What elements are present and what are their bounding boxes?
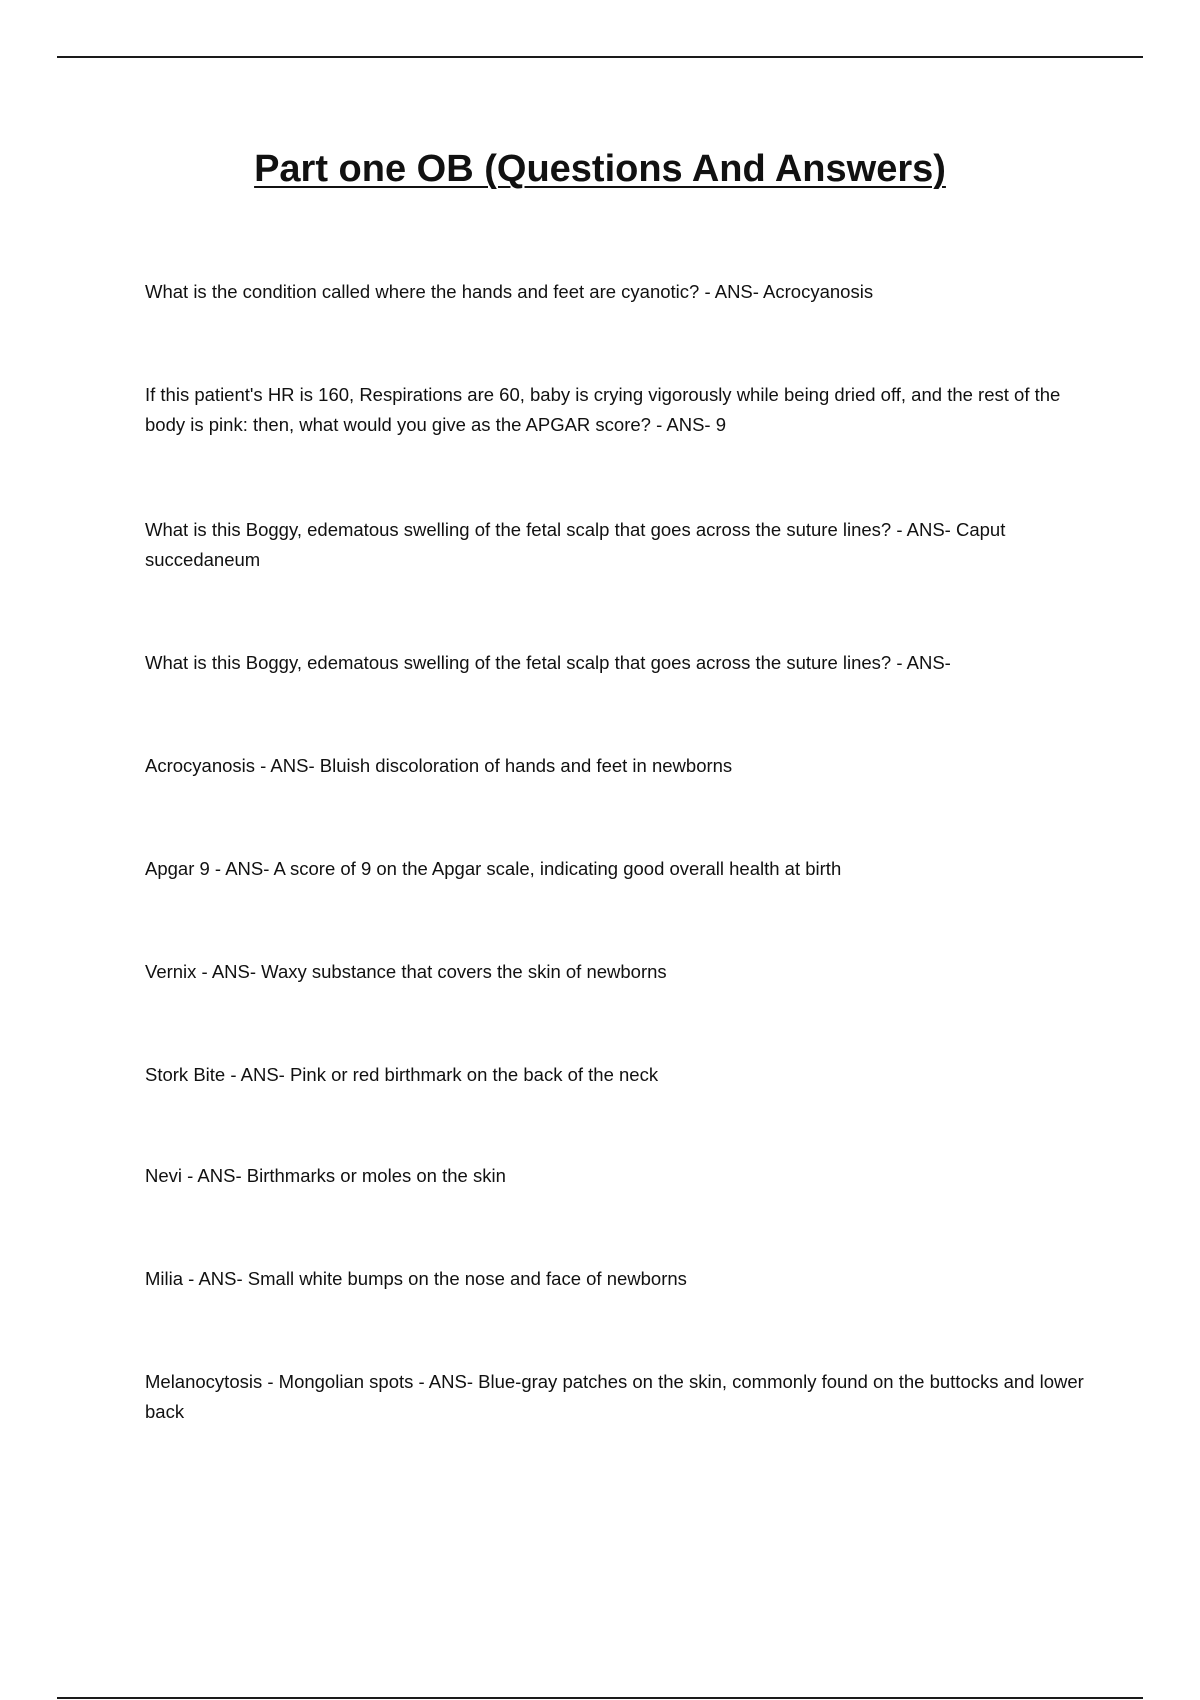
qa-entry-stork-bite-term: Stork Bite - ANS- Pink or red birthmark on the back of the neck [145, 1064, 659, 1085]
bottom-rule [57, 1697, 1143, 1699]
qa-entry-acrocyanosis-term: Acrocyanosis - ANS- Bluish discoloration of hands and feet in newborns [145, 755, 733, 776]
qa-entry-caput-question-repeat: What is this Boggy, edematous swelling of the fetal scalp that goes across the suture lines? - ANS- [145, 652, 951, 673]
qa-entry-milia-term: Milia - ANS- Small white bumps on the nose and face of newborns [145, 1268, 687, 1289]
page-title: Part one OB (Questions And Answers) [254, 148, 946, 190]
qa-entry-apgar-question: If this patient's HR is 160, Respirations are 60, baby is crying vigorously while being dried off, and the rest of the body is pink: then, what would you give as the APGAR score? - ANS- 9 [145, 384, 1061, 435]
qa-entry-acrocyanosis-question: What is the condition called where the hands and feet are cyanotic? - ANS- Acrocyanosis [145, 281, 874, 302]
qa-entry-nevi-term: Nevi - ANS- Birthmarks or moles on the skin [145, 1165, 506, 1186]
top-rule [57, 56, 1143, 58]
qa-entry-melanocytosis-term: Melanocytosis - Mongolian spots - ANS- Blue-gray patches on the skin, commonly found on the buttocks and lower back [145, 1371, 1084, 1422]
qa-entry-apgar-term: Apgar 9 - ANS- A score of 9 on the Apgar scale, indicating good overall health at birth [145, 858, 842, 879]
qa-entry-vernix-term: Vernix - ANS- Waxy substance that covers the skin of newborns [145, 961, 667, 982]
qa-entry-caput-question: What is this Boggy, edematous swelling of the fetal scalp that goes across the suture lines? - ANS- Caput succedaneum [145, 519, 1006, 570]
